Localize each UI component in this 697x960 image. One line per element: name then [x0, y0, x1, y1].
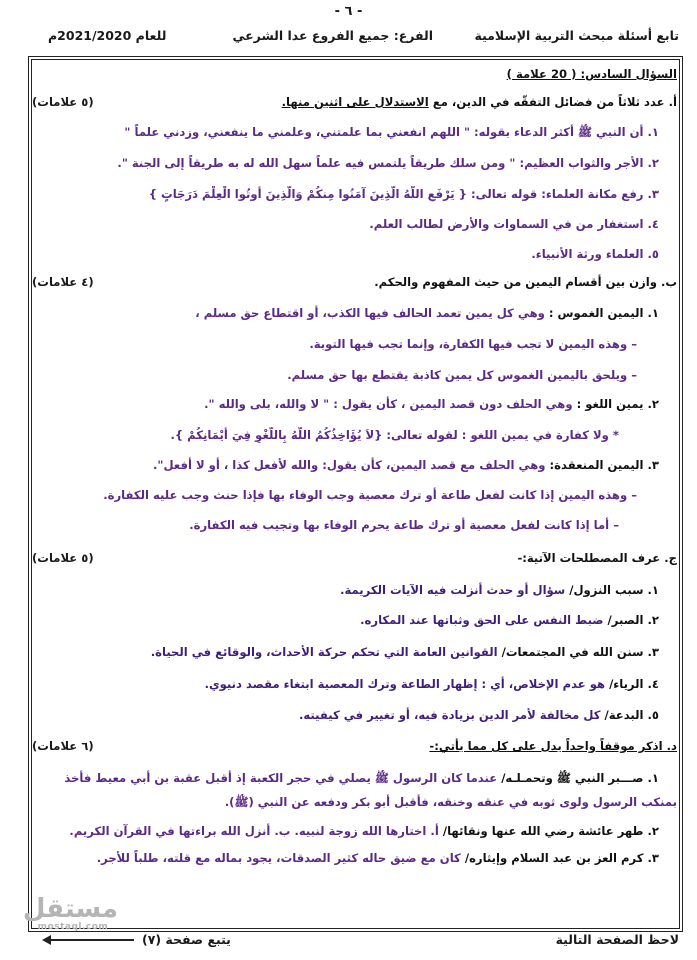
part-a-item-3: ٣. رفع مكانة العلماء: قوله تعالى: { يَرْفَعِ اللَّهُ الَّذِينَ آمَنُوا مِنكُمْ وَالَّذِينَ أُوتُوا الْعِلْمَ دَرَجَاتٍ } — [148, 187, 659, 201]
term-item: ٤. الرياء/ هو عدم الإخلاص، أي : إظهار الطاعة وترك المعصية ابتغاء مقصد دنيوي. — [204, 677, 659, 691]
part-b-line-5: * ولا كفارة في يمين اللغو : لقوله تعالى: {لاَ يُؤَاخِذُكُمُ اللَّهُ بِاللَّغْوِ فِيَ أَيْمَانِكُمْ }. — [170, 428, 619, 442]
part-b-points: (٤ علامات) — [32, 275, 94, 289]
part-c-prompt: ج. عرف المصطلحات الآتية:- (٥ علامات) — [32, 551, 677, 565]
part-b-line-3: – ويلحق باليمين الغموس كل يمين كاذبة يقتطع بها حق مسلم. — [287, 368, 637, 382]
header-year: للعام 2021/2020م — [48, 28, 167, 43]
part-a-prompt: أ. عدد ثلاثاً من فضائل التفقّه في الدين، مع الاستدلال على اثنين منها. (٥ علامات) — [32, 95, 677, 109]
term-item: ٢. الصبر/ ضبط النفس على الحق وثباتها عند المكاره. — [360, 613, 659, 627]
part-b-line-7: – وهذه اليمين إذا كانت لفعل طاعة أو ترك معصية وجب الوفاء بها فإذا حنث وجب عليه الكفارة. — [103, 488, 637, 502]
next-page-note: لاحظ الصفحة التالية — [555, 932, 679, 947]
part-d-line-3: ٢. طهر عائشة رضي الله عنها ونقائها/ أ. اختارها الله زوجة لنبيه. ب. أنزل الله براءتها في القرآن الكريم. — [69, 824, 659, 838]
term-item: ٣. سنن الله في المجتمعات/ القوانين العامة التي تحكم حركة الأحداث، والوقائع في الحياة. — [150, 645, 659, 659]
part-d-prompt: د. اذكر موقفاً واحداً يدل على كل مما يأتي:- (٦ علامات) — [32, 739, 677, 753]
part-b-line-6: ٣. اليمين المنعقدة: وهي الحلف مع قصد اليمين، كأن يقول: والله لأفعل كذا ، أو لا أفعل". — [153, 458, 659, 472]
part-b-prompt: ب. وازن بين أقسام اليمين من حيث المفهوم والحكم. (٤ علامات) — [32, 275, 677, 289]
part-b-line-2: – وهذه اليمين لا تجب فيها الكفارة، وإنما تجب فيها التوبة. — [309, 337, 637, 351]
term-item: ١. سبب النزول/ سؤال أو حدث أنزلت فيه الآيات الكريمة. — [340, 583, 659, 597]
part-d-points: (٦ علامات) — [32, 739, 94, 753]
part-b-line-8: – أما إذا كانت لفعل معصية أو ترك طاعة يحرم الوفاء بها وتجيب فيه الكفارة. — [189, 518, 619, 532]
part-a-item-4: ٤. استغفار من في السماوات والأرض لطالب العلم. — [369, 217, 659, 231]
part-a-item-2: ٢. الأجر والثواب العظيم: " ومن سلك طريقاً يلتمس فيه علماً سهل الله له به طريقاً إلى الجنة ". — [117, 156, 659, 170]
question-title: السؤال السادس: ( 20 علامة ) — [506, 67, 677, 81]
part-a-item-1: ١. أن النبي ﷺ أكثر الدعاء بقوله: " اللهم انفعني بما علمتني، وعلمني ما ينفعني، وزدني علماً " — [124, 125, 659, 139]
page-footer — [14, 932, 683, 954]
page-number: - ٦ - — [334, 4, 363, 19]
part-d-line-4: ٣. كرم العز بن عبد السلام وإيثاره/ كان مع ضيق حاله كثير الصدقات، يجود بماله مع قلته، طلباً للأجر. — [96, 851, 659, 865]
part-b-line-1: ١. اليمين الغموس : وهي كل يمين تعمد الحالف فيها الكذب، أو اقتطاع حق مسلم ، — [195, 306, 659, 320]
left-arrow-icon — [44, 939, 134, 941]
header-branch: الفرع: جميع الفروع عدا الشرعي — [232, 28, 433, 43]
continue-note: يتبع صفحة (٧) — [44, 932, 231, 947]
part-d-line-1: ١. صـــبر النبي ﷺ وتحمـلـه/ عندما كان الرسول ﷺ يصلي في حجر الكعبة إذ أقبل عقبة بن أبي معيط فأخذ — [64, 771, 659, 785]
part-a-item-5: ٥. العلماء ورثة الأنبياء. — [531, 247, 659, 261]
part-b-line-4: ٢. يمين اللغو : وهي الحلف دون قصد اليمين ، كأن يقول : " لا والله، بلى والله ". — [204, 397, 659, 411]
part-c-points: (٥ علامات) — [32, 551, 94, 565]
term-item: ٥. البدعة/ كل مخالفة لأمر الدين بزيادة فيه، أو تغيير في كيفيته. — [299, 708, 659, 722]
mostaql-watermark: مستقل mostaql.com — [22, 894, 118, 932]
part-a-points: (٥ علامات) — [32, 95, 94, 109]
part-d-line-2: بمنكب الرسول ولوى ثوبه في عنقه وخنقه، فأقبل أبو بكر ودفعه عن النبي (ﷺ). — [224, 795, 677, 809]
header-subject: تابع أسئلة مبحث التربية الإسلامية — [474, 28, 679, 43]
page-header — [14, 4, 683, 54]
